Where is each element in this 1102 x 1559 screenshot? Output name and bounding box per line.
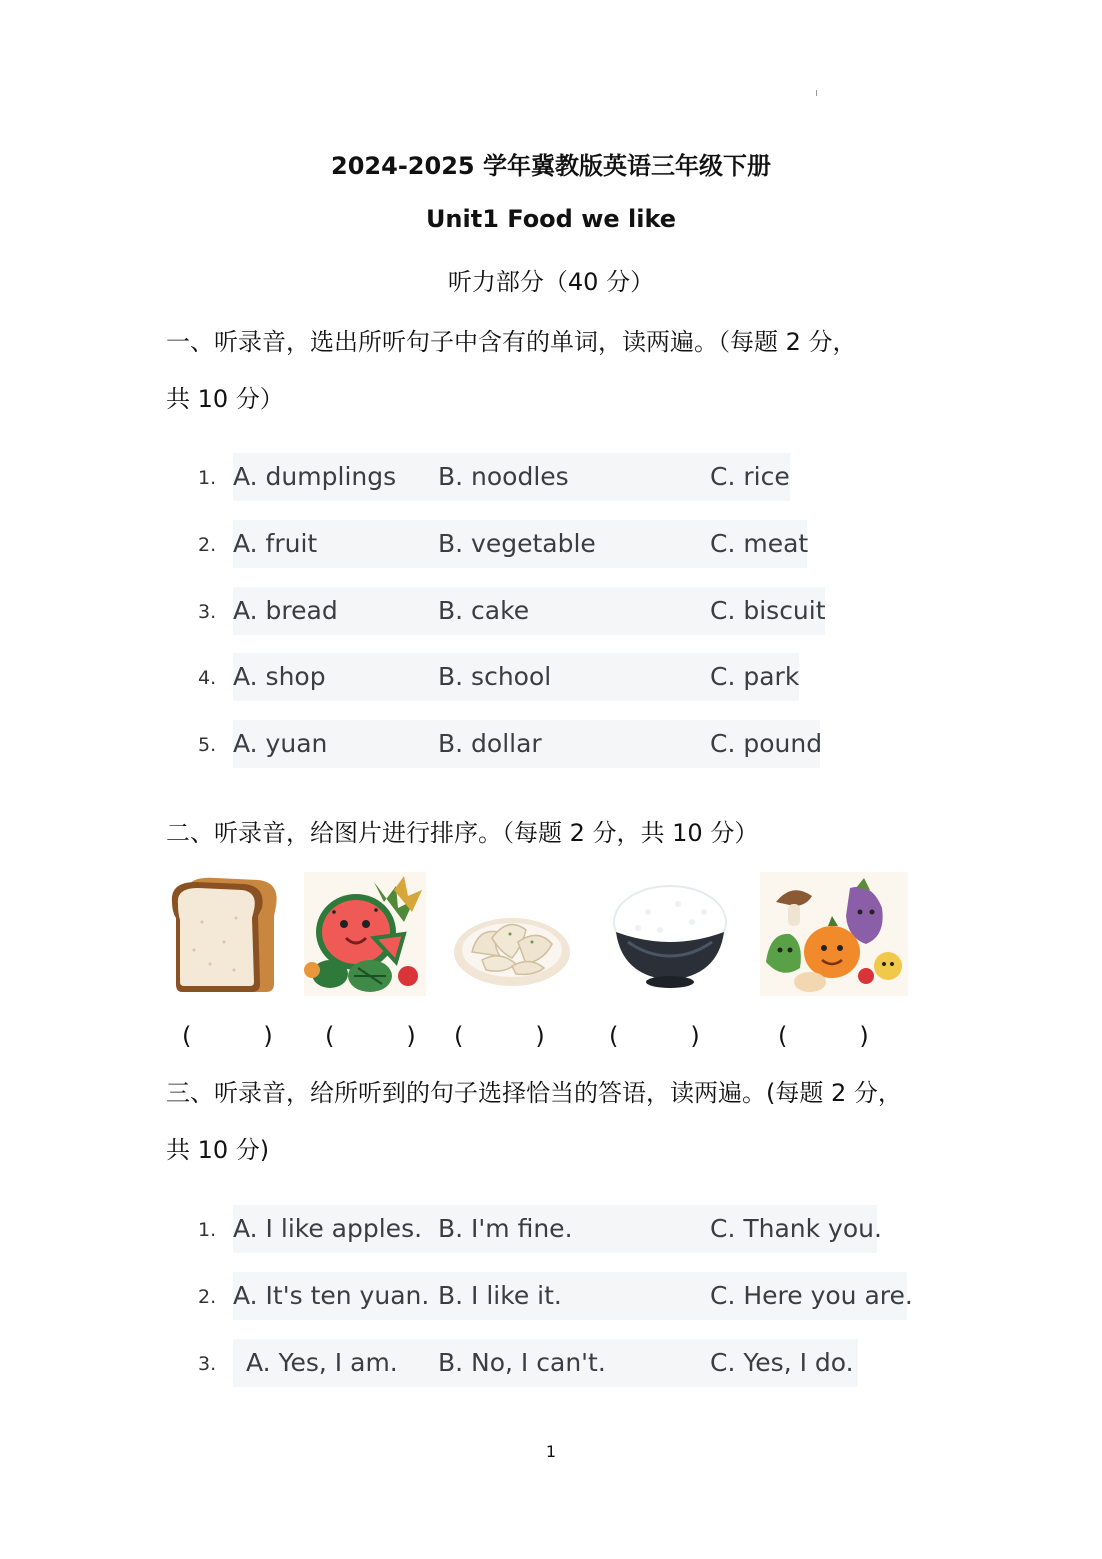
option-b: B. I like it.	[438, 1281, 562, 1310]
vegetables-icon	[760, 872, 908, 996]
option-c: C. meat	[710, 529, 809, 558]
answer-blank-3[interactable]: ( )	[454, 1022, 545, 1050]
option-c: C. park	[710, 662, 800, 691]
dumplings-icon	[452, 872, 572, 996]
decorative-mark	[816, 90, 817, 96]
question-number: 1.	[198, 467, 217, 489]
question-options	[233, 453, 790, 501]
option-a: A. fruit	[233, 529, 318, 558]
question-options	[233, 1272, 913, 1320]
question-options	[233, 520, 807, 568]
question-options	[233, 720, 823, 768]
section1-heading-line1: 一、听录音，选出所听句子中含有的单词，读两遍。（每题 2 分，	[166, 328, 857, 356]
question-number: 5.	[198, 734, 217, 756]
answer-blank-4[interactable]: ( )	[609, 1022, 700, 1050]
option-a: A. Yes, I am.	[246, 1348, 398, 1377]
section2-heading: 二、听录音，给图片进行排序。（每题 2 分，共 10 分）	[166, 819, 759, 847]
page-number: 1	[545, 1442, 557, 1461]
option-c: C. Yes, I do.	[710, 1348, 854, 1377]
question-options	[233, 1339, 858, 1387]
question-number: 3.	[198, 601, 217, 623]
question-number: 2.	[198, 1286, 217, 1308]
question-options	[233, 1205, 882, 1253]
option-b: B. No, I can't.	[438, 1348, 606, 1377]
option-c: C. pound	[710, 729, 823, 758]
option-b: B. vegetable	[438, 529, 596, 558]
option-a: A. I like apples.	[233, 1214, 423, 1243]
question-number: 3.	[198, 1353, 217, 1375]
question-number: 2.	[198, 534, 217, 556]
option-c: C. Here you are.	[710, 1281, 913, 1310]
answer-blank-1[interactable]: ( )	[182, 1022, 273, 1050]
option-b: B. noodles	[438, 462, 569, 491]
option-a: A. shop	[233, 662, 326, 691]
answer-blank-5[interactable]: ( )	[778, 1022, 869, 1050]
option-a: A. It's ten yuan.	[233, 1281, 430, 1310]
option-c: C. Thank you.	[710, 1214, 882, 1243]
section3-heading-line2: 共 10 分)	[166, 1136, 270, 1164]
unit-title: Unit1 Food we like	[425, 205, 677, 233]
option-b: B. school	[438, 662, 552, 691]
listening-part-label: 听力部分（40 分）	[447, 268, 655, 296]
question-options	[233, 587, 825, 635]
option-a: A. bread	[233, 596, 338, 625]
question-options	[233, 653, 799, 701]
answer-blank-2[interactable]: ( )	[325, 1022, 416, 1050]
option-b: B. I'm fine.	[438, 1214, 573, 1243]
question-number: 1.	[198, 1219, 217, 1241]
section3-heading-line1: 三、听录音，给所听到的句子选择恰当的答语，读两遍。(每题 2 分，	[166, 1079, 902, 1107]
option-b: B. dollar	[438, 729, 542, 758]
option-a: A. dumplings	[233, 462, 397, 491]
question-number: 4.	[198, 667, 217, 689]
watermelon-icon	[304, 872, 426, 996]
section1-heading-line2: 共 10 分）	[166, 385, 284, 413]
bread-icon	[166, 872, 282, 996]
rice-bowl-icon	[608, 872, 732, 996]
option-a: A. yuan	[233, 729, 328, 758]
option-c: C. rice	[710, 462, 790, 491]
option-c: C. biscuit	[710, 596, 826, 625]
option-b: B. cake	[438, 596, 530, 625]
page-title: 2024-2025 学年冀教版英语三年级下册	[331, 152, 771, 180]
